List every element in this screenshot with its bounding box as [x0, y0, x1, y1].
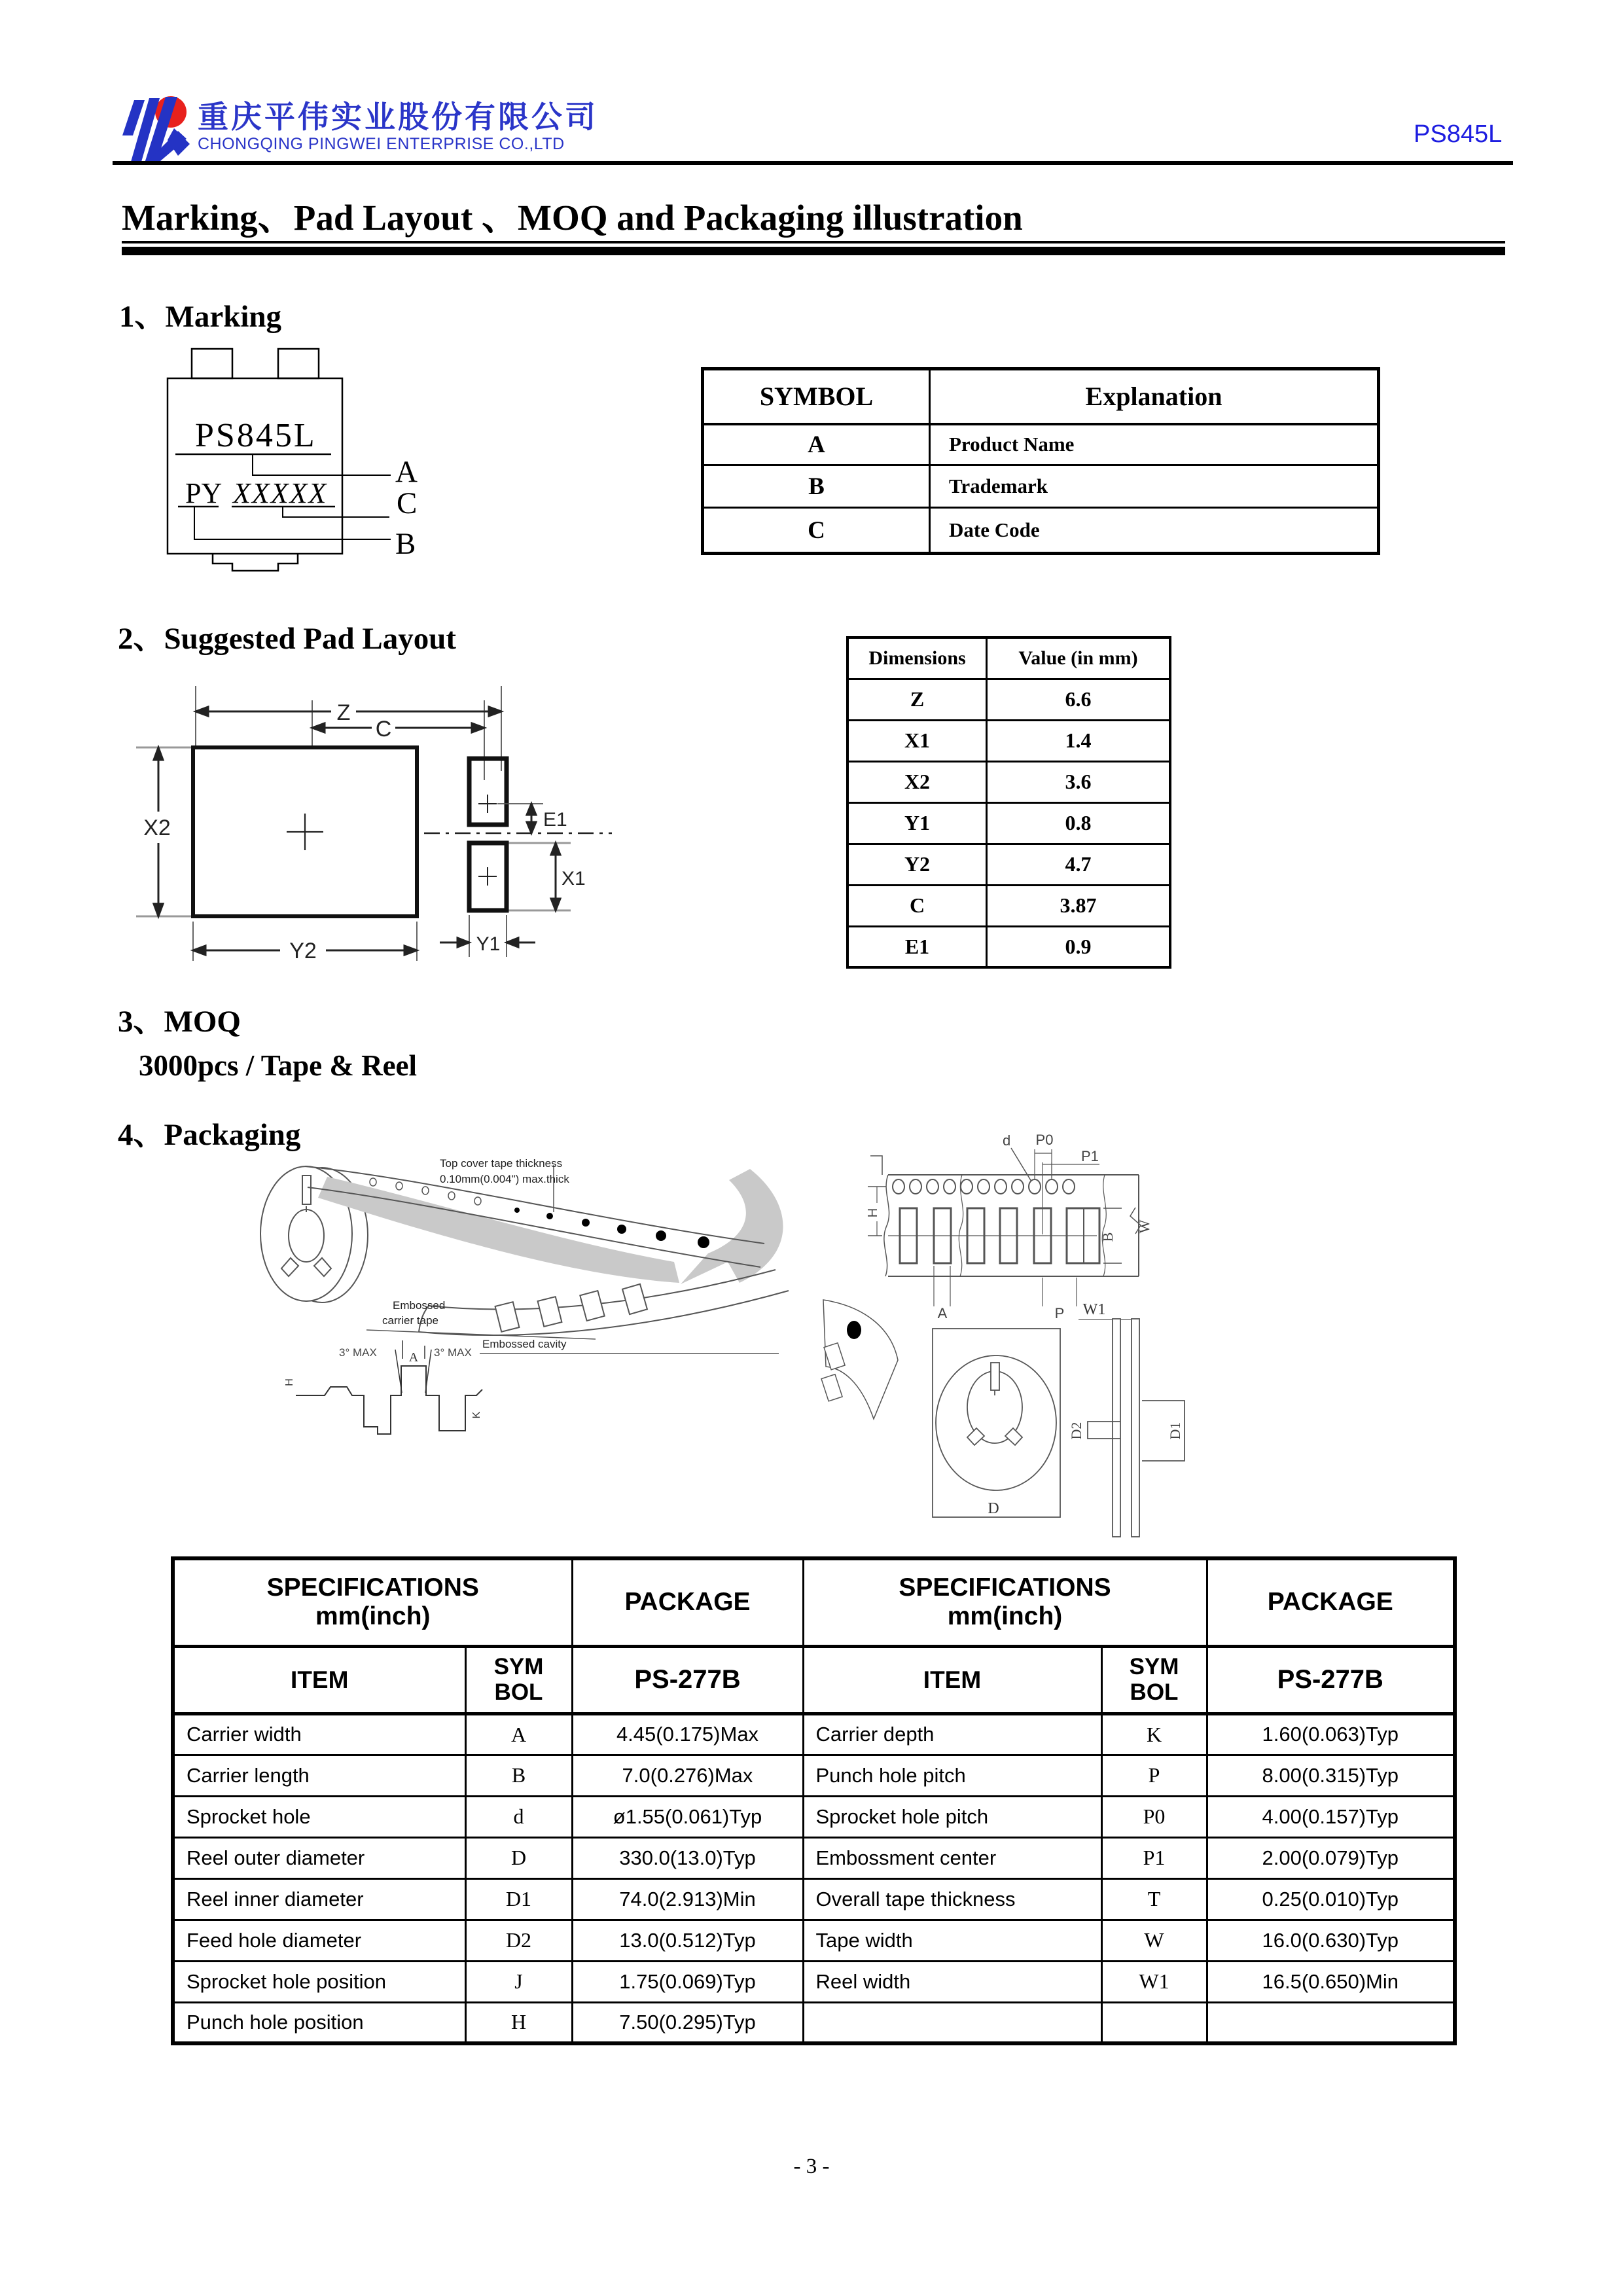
angle-max-label-1: 3° MAX	[339, 1346, 377, 1359]
dim-label-x1: X1	[562, 868, 586, 889]
dim-label-p: P	[1054, 1305, 1065, 1321]
explanation-cell: Date Code	[930, 508, 1379, 554]
spec-symbol-cell: P1	[1101, 1837, 1207, 1878]
section2-heading: 2、Suggested Pad Layout	[118, 622, 457, 656]
spec-item-cell: Punch hole pitch	[803, 1755, 1101, 1796]
spec-symbol-cell: K	[1101, 1713, 1207, 1755]
spec-header-line1: SPECIFICATIONS	[266, 1573, 479, 1602]
spec-symbol-cell: d	[465, 1796, 572, 1837]
packaging-illustration	[236, 1132, 1492, 1551]
dim-cell: X2	[847, 761, 987, 802]
embossed-cavity-note: Embossed cavity	[482, 1338, 567, 1350]
dim-label-d1: D1	[1167, 1422, 1183, 1440]
value-cell: 3.87	[987, 885, 1171, 926]
package-model-header: PS-277B	[1207, 1646, 1455, 1713]
table-row	[173, 1646, 1455, 1713]
spec-value-cell: 8.00(0.315)Typ	[1207, 1755, 1455, 1796]
table-row	[173, 1878, 1455, 1920]
table-row	[173, 2002, 1455, 2043]
spec-symbol-cell: D1	[465, 1878, 572, 1920]
dim-label-p1: P1	[1081, 1148, 1099, 1164]
dimensions-col-header: Dimensions	[847, 637, 987, 679]
value-cell: 4.7	[987, 844, 1171, 885]
spec-symbol-cell: W	[1101, 1920, 1207, 1961]
table-row	[173, 1558, 1455, 1646]
spec-item-cell: Sprocket hole	[173, 1796, 465, 1837]
value-cell: 3.6	[987, 761, 1171, 802]
dim-label-d: d	[1003, 1132, 1011, 1149]
spec-value-cell: 330.0(13.0)Typ	[572, 1837, 803, 1878]
dim-cell: C	[847, 885, 987, 926]
symbol-cell: B	[703, 465, 930, 508]
spec-item-cell: Embossment center	[803, 1837, 1101, 1878]
symbol-col-header: SYMBOL	[703, 369, 930, 424]
table-row	[703, 369, 1379, 424]
dim-label-c: C	[375, 717, 392, 742]
explanation-cell: Trademark	[930, 465, 1379, 508]
embossed-note-line1: Embossed	[393, 1299, 446, 1312]
spec-value-cell: 4.00(0.157)Typ	[1207, 1796, 1455, 1837]
dim-label-y2: Y2	[289, 939, 317, 963]
package-header-right: PACKAGE	[1207, 1558, 1455, 1646]
spec-item-cell: Reel inner diameter	[173, 1878, 465, 1920]
spec-symbol-cell: P	[1101, 1755, 1207, 1796]
spec-value-cell: 74.0(2.913)Min	[572, 1878, 803, 1920]
spec-header-left	[173, 1558, 572, 1646]
tape-reel-drawing	[260, 1165, 898, 1419]
moq-value: 3000pcs / Tape & Reel	[139, 1049, 418, 1082]
spec-header-line2: mm(inch)	[315, 1602, 431, 1631]
spec-symbol-cell: A	[465, 1713, 572, 1755]
spec-item-cell: Tape width	[803, 1920, 1101, 1961]
header-rule	[113, 161, 1513, 165]
symbol-header-line1: SYM	[1129, 1654, 1179, 1679]
symbol-col-header	[465, 1646, 572, 1713]
dim-label-d-reel: D	[988, 1500, 999, 1517]
spec-value-cell: 7.0(0.276)Max	[572, 1755, 803, 1796]
spec-value-cell: 0.25(0.010)Typ	[1207, 1878, 1455, 1920]
section1-heading: 1、Marking	[119, 300, 282, 334]
table-row	[173, 1796, 1455, 1837]
table-row	[173, 1961, 1455, 2002]
item-col-header: ITEM	[803, 1646, 1101, 1713]
spec-item-cell	[803, 2002, 1101, 2043]
dim-label-p0: P0	[1035, 1132, 1054, 1148]
cover-tape-note-line1: Top cover tape thickness	[440, 1157, 563, 1170]
dim-cell: X1	[847, 720, 987, 761]
callout-c-label: C	[397, 486, 418, 520]
spec-symbol-cell: T	[1101, 1878, 1207, 1920]
symbol-header-line2: BOL	[494, 1679, 543, 1705]
symbol-header-line2: BOL	[1130, 1679, 1179, 1705]
embossed-note-line2: carrier tape	[382, 1314, 438, 1327]
dim-label-d2: D2	[1068, 1422, 1084, 1440]
pad-dimensions-table	[846, 636, 1171, 969]
dim-label-w: W	[1136, 1219, 1152, 1234]
spec-symbol-cell: H	[465, 2002, 572, 2043]
angle-a-label: A	[408, 1350, 419, 1365]
dim-label-x2: X2	[143, 816, 171, 840]
spec-value-cell: 1.75(0.069)Typ	[572, 1961, 803, 2002]
spec-symbol-cell: W1	[1101, 1961, 1207, 2002]
callout-a-label: A	[395, 455, 418, 489]
symbol-col-header	[1101, 1646, 1207, 1713]
spec-symbol-cell: J	[465, 1961, 572, 2002]
value-col-header: Value (in mm)	[987, 637, 1171, 679]
spec-item-cell: Feed hole diameter	[173, 1920, 465, 1961]
dim-label-h: H	[866, 1208, 880, 1218]
package-header-left: PACKAGE	[572, 1558, 803, 1646]
page-number: - 3 -	[793, 2155, 830, 2178]
section-h-label: H	[284, 1378, 295, 1386]
spec-symbol-cell	[1101, 2002, 1207, 2043]
table-row	[847, 637, 1170, 679]
item-col-header: ITEM	[173, 1646, 465, 1713]
table-row	[173, 1755, 1455, 1796]
dim-label-z: Z	[336, 700, 351, 725]
spec-value-cell: ø1.55(0.061)Typ	[572, 1796, 803, 1837]
spec-item-cell: Carrier length	[173, 1755, 465, 1796]
spec-value-cell: 16.5(0.650)Min	[1207, 1961, 1455, 2002]
spec-value-cell: 1.60(0.063)Typ	[1207, 1713, 1455, 1755]
spec-value-cell: 2.00(0.079)Typ	[1207, 1837, 1455, 1878]
angle-max-label-2: 3° MAX	[434, 1346, 472, 1359]
specifications-table	[171, 1556, 1457, 2045]
spec-value-cell: 7.50(0.295)Typ	[572, 2002, 803, 2043]
table-row	[173, 1920, 1455, 1961]
chip-marking-line1: PS845L	[195, 417, 317, 454]
explanation-col-header: Explanation	[930, 369, 1379, 424]
spec-item-cell: Carrier width	[173, 1713, 465, 1755]
chip-marking-datecode: XXXXX	[233, 477, 328, 509]
pad-layout-diagram	[118, 677, 654, 972]
spec-value-cell	[1207, 2002, 1455, 2043]
symbol-cell: C	[703, 508, 930, 554]
symbol-header-line1: SYM	[493, 1654, 544, 1679]
spec-item-cell: Overall tape thickness	[803, 1878, 1101, 1920]
table-row	[173, 1837, 1455, 1878]
spec-item-cell: Carrier depth	[803, 1713, 1101, 1755]
spec-symbol-cell: D	[465, 1837, 572, 1878]
package-model-header: PS-277B	[572, 1646, 803, 1713]
part-number: PS845L	[1414, 120, 1503, 148]
spec-header-line1: SPECIFICATIONS	[899, 1573, 1111, 1602]
symbol-table	[701, 367, 1380, 555]
dim-label-w1: W1	[1082, 1301, 1106, 1318]
callout-b-label: B	[395, 527, 416, 561]
company-logo	[115, 92, 194, 165]
cover-tape-note-line2: 0.10mm(0.004") max.thick	[440, 1173, 569, 1185]
spec-symbol-cell: D2	[465, 1920, 572, 1961]
value-cell: 6.6	[987, 679, 1171, 720]
reel-front-view-drawing	[933, 1329, 1060, 1517]
table-row	[703, 508, 1379, 554]
chip-marking-py: PY	[185, 477, 223, 509]
dim-cell: Y2	[847, 844, 987, 885]
table-row	[703, 465, 1379, 508]
section3-heading: 3、MOQ	[118, 1005, 241, 1039]
company-name-english: CHONGQING PINGWEI ENTERPRISE CO.,LTD	[198, 135, 565, 153]
spec-item-cell: Sprocket hole position	[173, 1961, 465, 2002]
dim-cell: Z	[847, 679, 987, 720]
dim-label-a: A	[937, 1305, 948, 1321]
dim-cell: E1	[847, 926, 987, 967]
spec-item-cell: Sprocket hole pitch	[803, 1796, 1101, 1837]
value-cell: 0.8	[987, 802, 1171, 844]
spec-item-cell: Reel outer diameter	[173, 1837, 465, 1878]
spec-item-cell: Reel width	[803, 1961, 1101, 2002]
title-underline-thin	[122, 241, 1505, 243]
spec-value-cell: 4.45(0.175)Max	[572, 1713, 803, 1755]
marking-diagram	[164, 337, 445, 579]
spec-symbol-cell: P0	[1101, 1796, 1207, 1837]
value-cell: 1.4	[987, 720, 1171, 761]
dim-label-e1: E1	[543, 809, 567, 831]
company-name-chinese: 重庆平伟实业股份有限公司	[198, 99, 598, 134]
title-underline-thick	[122, 247, 1505, 255]
section-k-label: K	[471, 1411, 482, 1419]
section4-heading: 4、Packaging	[118, 1118, 301, 1152]
dim-label-b: B	[1099, 1232, 1116, 1242]
spec-value-cell: 16.0(0.630)Typ	[1207, 1920, 1455, 1961]
table-row	[173, 1713, 1455, 1755]
spec-item-cell: Punch hole position	[173, 2002, 465, 2043]
page-title: Marking、Pad Layout 、MOQ and Packaging illustration	[122, 198, 1023, 238]
dim-label-y1: Y1	[476, 933, 501, 955]
symbol-cell: A	[703, 424, 930, 465]
explanation-cell: Product Name	[930, 424, 1379, 465]
spec-symbol-cell: B	[465, 1755, 572, 1796]
table-row	[703, 424, 1379, 465]
spec-header-line2: mm(inch)	[947, 1602, 1063, 1631]
logo-mark-icon	[115, 92, 194, 165]
value-cell: 0.9	[987, 926, 1171, 967]
dim-cell: Y1	[847, 802, 987, 844]
spec-value-cell: 13.0(0.512)Typ	[572, 1920, 803, 1961]
spec-header-right	[803, 1558, 1207, 1646]
